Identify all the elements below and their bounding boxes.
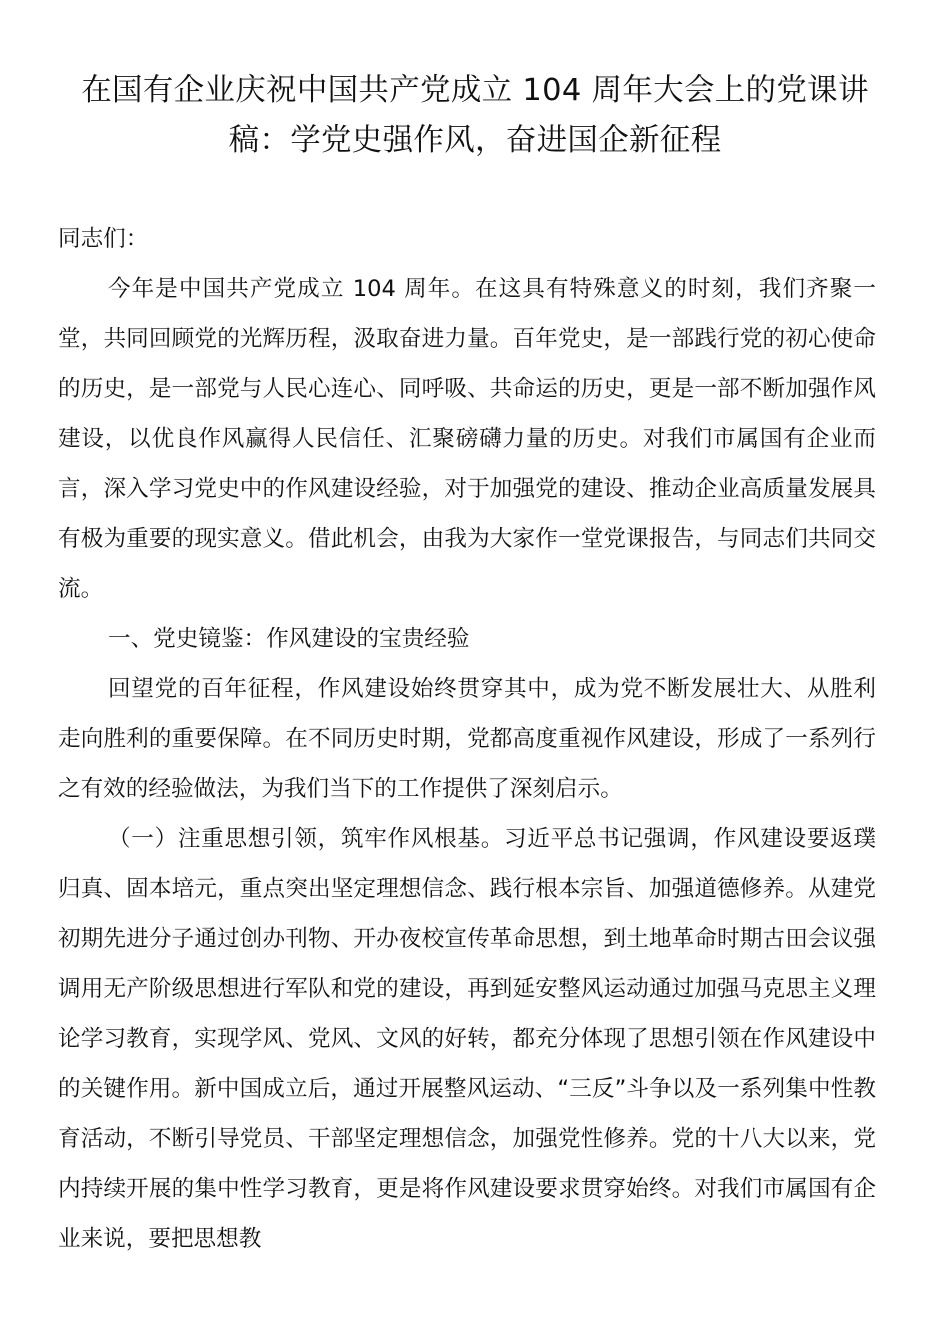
page-title: 在国有企业庆祝中国共产党成立 104 周年大会上的党课讲稿：学党史强作风，奋进国企新征程	[81, 73, 869, 158]
intro-paragraph: 今年是中国共产党成立 104 周年。在这具有特殊意义的时刻，我们齐聚一堂，共同回顾党的光辉历程，汲取奋进力量。百年党史，是一部践行党的初心使命的历史，是一部党与人民心连心、同呼吸、共命运的历史，更是一部不断加强作风建设，以优良作风赢得人民信任、汇聚磅礴力量的历史。对我们市属国有企业而言，深入学习党史中的作风建设经验，对于加强党的建设、推动企业高质量发展具有极为重要的现实意义。借此机会，由我为大家作一堂党课报告，与同志们共同交流。	[58, 276, 876, 602]
document-body	[58, 214, 876, 1264]
salutation: 同志们：	[58, 226, 149, 252]
section-paragraph: （一）注重思想引领，筑牢作风根基。习近平总书记强调，作风建设要返璞归真、固本培元，重点突出坚定理想信念、践行根本宗旨、加强道德修养。从建党初期先进分子通过创办刊物、开办夜校宣传革命思想，到土地革命时期古田会议强调用无产阶级思想进行军队和党的建设，再到延安整风运动通过加强马克思主义理论学习教育，实现学风、党风、文风的好转，都充分体现了思想引领在作风建设中的关键作用。新中国成立后，通过开展整风运动、“三反”斗争以及一系列集中性教育活动，不断引导党员、干部坚定理想信念，加强党性修养。党的十八大以来，党内持续开展的集中性学习教育，更是将作风建设要求贯穿始终。对我们市属国有企业来说，要把思想教	[58, 826, 876, 1252]
section-heading: 一、党史镜鉴：作风建设的宝贵经验	[108, 626, 470, 652]
section-paragraph: 回望党的百年征程，作风建设始终贯穿其中，成为党不断发展壮大、从胜利走向胜利的重要保障。在不同历史时期，党都高度重视作风建设，形成了一系列行之有效的经验做法，为我们当下的工作提供了深刻启示。	[58, 676, 876, 802]
